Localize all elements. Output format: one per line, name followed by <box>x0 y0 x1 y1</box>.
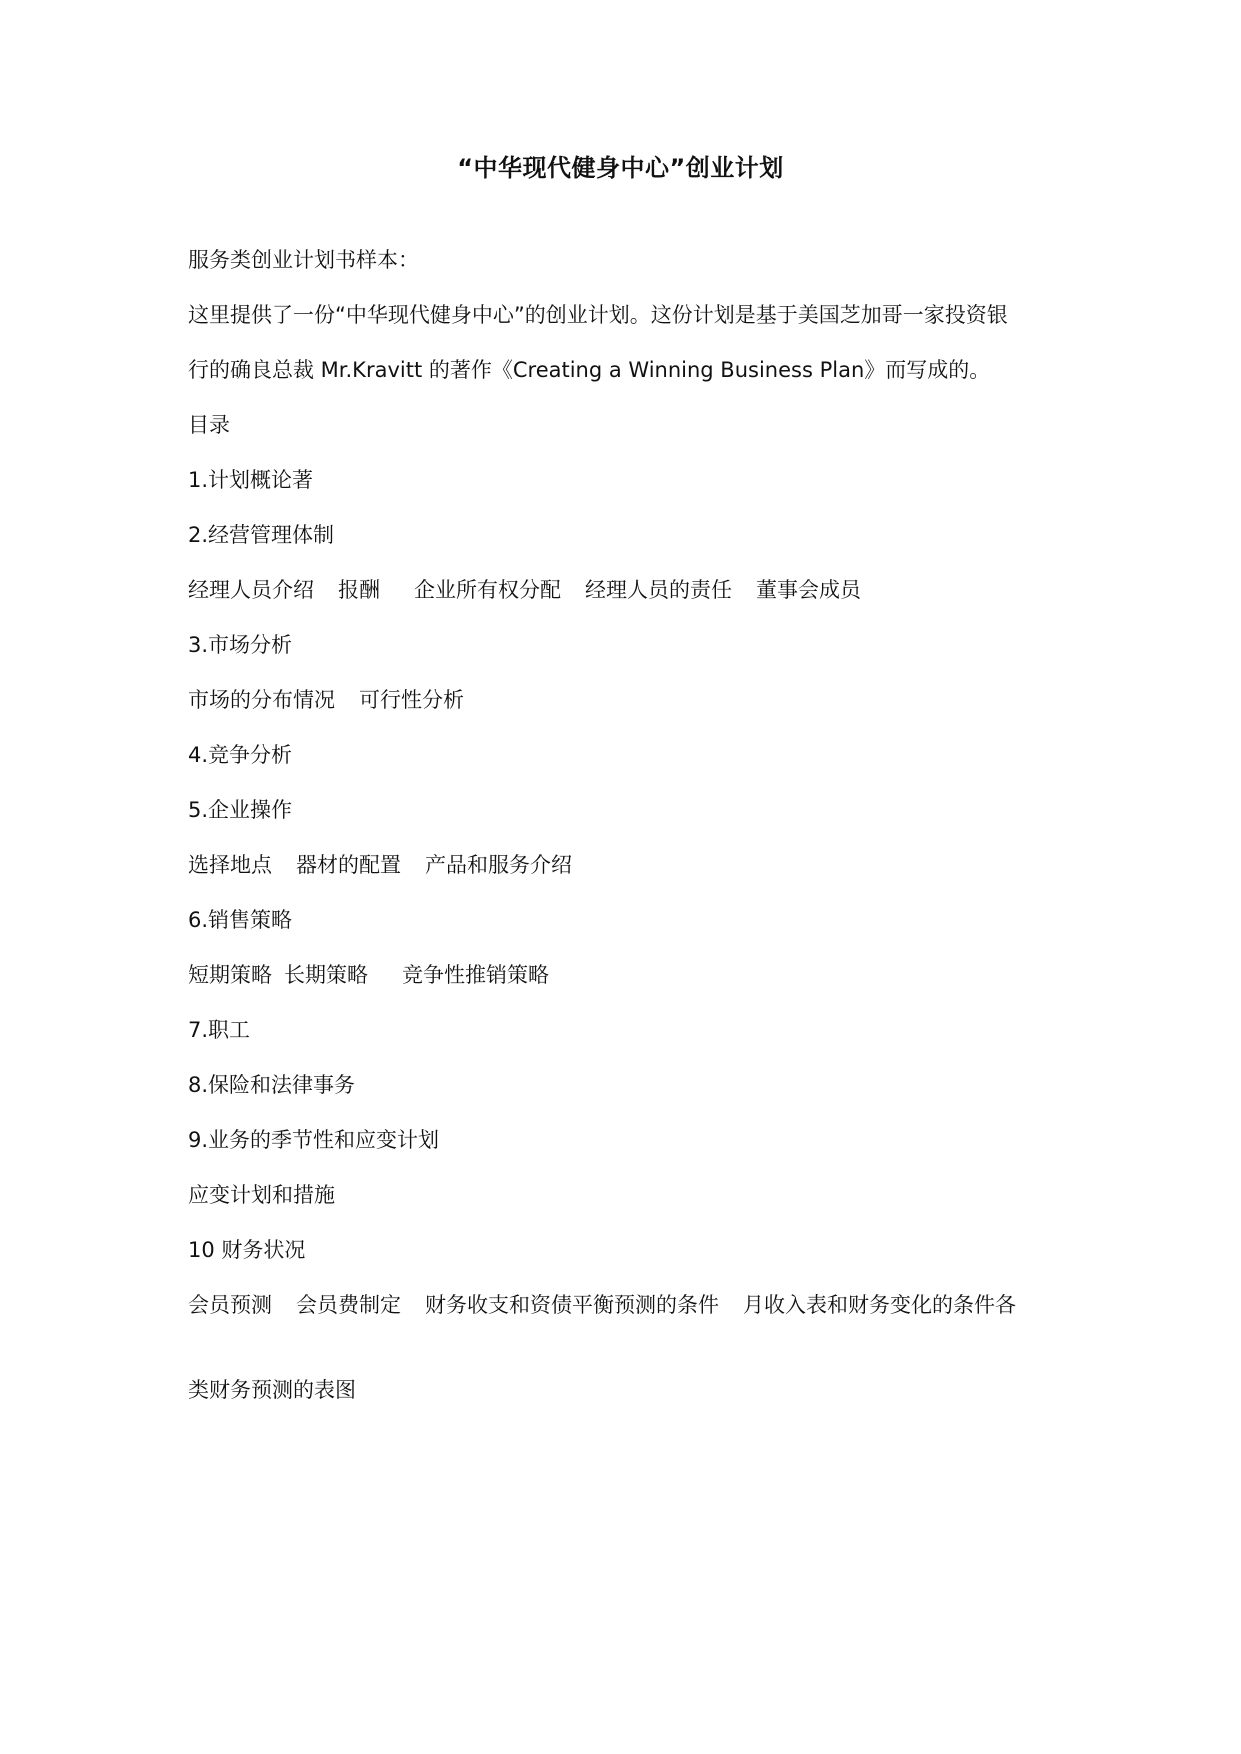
toc-subitem: 长期策略 <box>284 963 368 987</box>
toc-subitem: 竞争性推销策略 <box>402 963 549 987</box>
toc-subitems <box>188 960 549 990</box>
intro-line-2: 行的确良总裁 Mr.Kravitt 的著作《Creating a Winning Business Plan》而写成的。 <box>188 358 991 382</box>
toc-section-heading: 10 财务状况 <box>188 1238 306 1262</box>
toc-section-heading: 7.职工 <box>188 1018 251 1042</box>
toc-section-heading: 2.经营管理体制 <box>188 523 335 547</box>
toc-subitems <box>188 685 464 715</box>
toc-subitem: 产品和服务介绍 <box>425 853 572 877</box>
toc-section-heading: 4.竞争分析 <box>188 743 293 767</box>
toc-subitem: 董事会成员 <box>756 578 861 602</box>
toc-section-heading: 9.业务的季节性和应变计划 <box>188 1128 440 1152</box>
toc-subitem: 市场的分布情况 <box>188 688 335 712</box>
toc-subitem: 会员预测 <box>188 1293 272 1317</box>
toc-section-heading: 3.市场分析 <box>188 633 293 657</box>
toc-subitem: 经理人员的责任 <box>585 578 732 602</box>
toc-heading: 目录 <box>188 413 230 437</box>
toc-section-heading: 8.保险和法律事务 <box>188 1073 356 1097</box>
toc-subitems <box>188 1289 1028 1322</box>
intro-label: 服务类创业计划书样本： <box>188 248 419 272</box>
toc-subitem: 月收入表和财务变化的条件各 <box>743 1293 1016 1317</box>
toc-section-heading: 1.计划概论著 <box>188 468 314 492</box>
toc-subitem: 会员费制定 <box>296 1293 401 1317</box>
intro-line-1: 这里提供了一份“中华现代健身中心”的创业计划。这份计划是基于美国芝加哥一家投资银 <box>188 303 1008 327</box>
document-title: “中华现代健身中心”创业计划 <box>457 154 784 182</box>
toc-subitems <box>188 850 572 880</box>
toc-section-heading: 6.销售策略 <box>188 908 293 932</box>
toc-section-heading: 5.企业操作 <box>188 798 293 822</box>
toc-subitem: 经理人员介绍 <box>188 578 314 602</box>
toc-subitems <box>188 575 861 605</box>
toc-subitem: 财务收支和资债平衡预测的条件 <box>425 1293 719 1317</box>
toc-subitem: 报酬 <box>338 578 380 602</box>
toc-subitem: 器材的配置 <box>296 853 401 877</box>
toc-subitem: 可行性分析 <box>359 688 464 712</box>
toc-subitem: 类财务预测的表图 <box>188 1378 356 1402</box>
toc-subitem: 企业所有权分配 <box>414 578 561 602</box>
toc-subitem: 选择地点 <box>188 853 272 877</box>
toc-subitem: 应变计划和措施 <box>188 1183 335 1207</box>
toc-subitem: 短期策略 <box>188 963 272 987</box>
